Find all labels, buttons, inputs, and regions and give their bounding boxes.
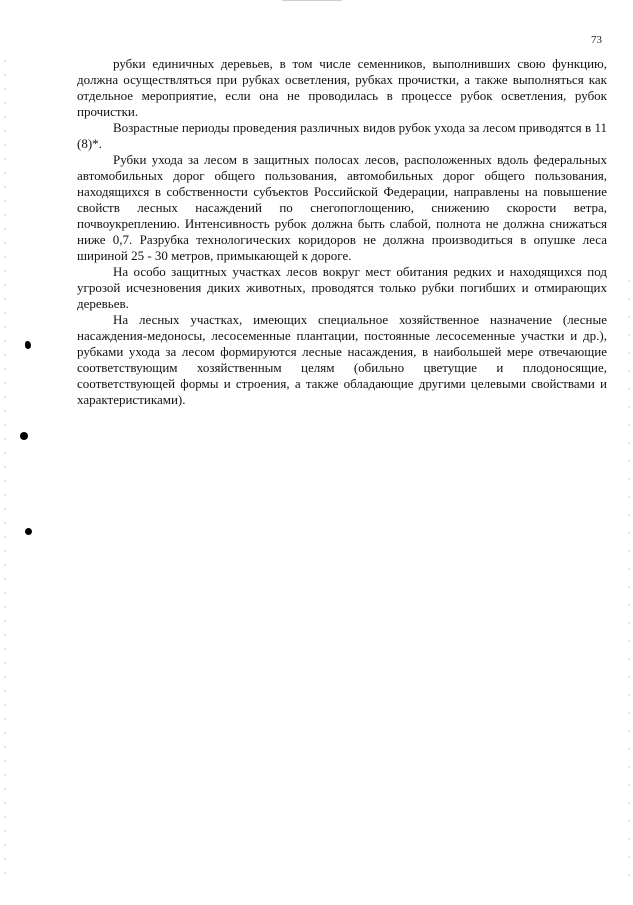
paragraph-1: рубки единичных деревьев, в том числе семенников, выполнивших свою функцию, должна осуществляться при рубках осветления, рубках прочистки, а также выполняться как отдельное мероприятие, если она не проводилась в процессе рубок осветления, рубок прочистки. <box>77 56 607 119</box>
punch-hole-mark <box>25 528 32 535</box>
scan-artifact-top <box>282 0 342 1</box>
scan-artifact-right-edge <box>628 280 630 880</box>
scan-artifact-left-edge <box>4 60 6 880</box>
punch-hole-mark <box>20 432 28 440</box>
paragraph-2: Возрастные периоды проведения различных видов рубок ухода за лесом приводятся в 11 (8)*. <box>77 120 607 151</box>
paragraph-3: Рубки ухода за лесом в защитных полосах лесов, расположенных вдоль федеральных автомобильных дорог общего пользования, автомобильных дорог общего пользования, находящихся в собственности субъектов Российской Федерации, направлены на повышение свойств лесных насаждений по снегопоглощению, снижению скорости ветра, почвоукреплению. Интенсивность рубок должна быть слабой, полнота не должна снижаться ниже 0,7. Разрубка технологических коридоров не должна производиться в опушке леса шириной 25 - 30 метров, примыкающей к дороге. <box>77 152 607 263</box>
page-number: 73 <box>591 34 602 46</box>
paragraph-5: На лесных участках, имеющих специальное хозяйственное назначение (лесные насаждения-медоносы, лесосеменные плантации, постоянные лесосеменные участки и др.), рубками ухода за лесом формируются лесные насаждения, в наибольшей мере отвечающие соответствующим хозяйственным целям (обильно цветущие и плодоносящие, соответствующей формы и строения, а также обладающие другими целевыми свойствами и характеристиками). <box>77 312 607 407</box>
body-text <box>77 56 607 408</box>
punch-hole-mark <box>25 341 31 349</box>
paragraph-4: На особо защитных участках лесов вокруг мест обитания редких и находящихся под угрозой исчезновения диких животных, проводятся только рубки погибших и отмирающих деревьев. <box>77 264 607 311</box>
